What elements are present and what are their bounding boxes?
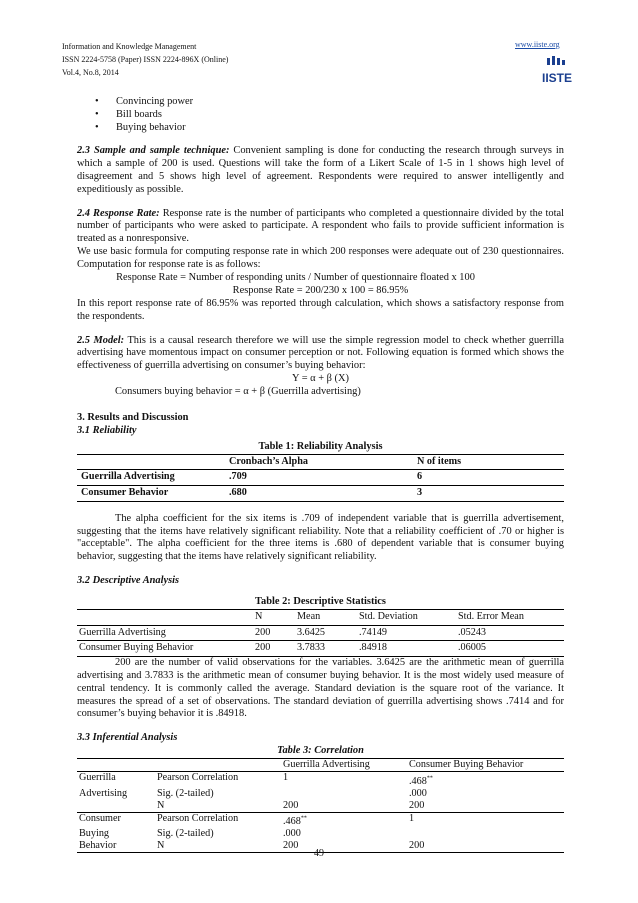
table-cell: N xyxy=(157,839,165,851)
table-cell: Consumer Behavior xyxy=(81,486,169,498)
table-header-row xyxy=(77,759,564,772)
table-cell: .06005 xyxy=(458,642,487,654)
table-cell: 1 xyxy=(409,812,415,824)
table-cell: 3.6425 xyxy=(297,626,326,638)
table-row xyxy=(77,812,564,828)
issn-line: ISSN 2224-5758 (Paper) ISSN 2224-896X (Online) xyxy=(62,55,229,64)
table-cell xyxy=(281,788,407,800)
table-header-cell: N xyxy=(255,610,263,622)
section-3-3-heading: 3.3 Inferential Analysis xyxy=(77,732,178,744)
table-cell xyxy=(407,828,564,840)
table-cell: Consumer Buying Behavior xyxy=(79,642,194,654)
table-header-cell: Mean xyxy=(297,610,321,622)
table-cell xyxy=(77,800,155,813)
table-cell: .05243 xyxy=(458,626,487,638)
descriptive-statistics-table xyxy=(77,609,564,657)
section-2-4-text: Response rate is the number of participants who completed a questionnaire divided by the total number of participants who were asked to participate. A respondent who fails to provide sufficient information is treated as a nonresponsive. xyxy=(77,207,564,245)
table-cell: .709 xyxy=(229,471,247,483)
section-2-4-text-3: In this report response rate of 86.95% was reported through calculation, which shows a satisfactory response from the respondents. xyxy=(77,297,564,322)
table-row xyxy=(77,470,564,486)
table-1-caption: Table 1: Reliability Analysis xyxy=(258,440,383,452)
journal-url-link[interactable]: www.iiste.org xyxy=(515,40,560,49)
significance-marker: ** xyxy=(426,775,433,782)
section-2-5-paragraph xyxy=(77,335,564,374)
table-cell: 200 xyxy=(409,799,425,811)
section-2-4-text-2: We use basic formula for computing response rate in which 200 responses were adequate out of 230 questionnaires. Computation for response rate is as follows: xyxy=(77,246,564,271)
table-row xyxy=(77,800,564,813)
section-2-3-heading: 2.3 Sample and sample technique: xyxy=(77,145,230,156)
model-equation-expanded: Consumers buying behavior = α + β (Guerrilla advertising) xyxy=(115,386,361,398)
table-row xyxy=(77,641,564,657)
table-cell: 200 xyxy=(255,642,271,654)
table-header-cell xyxy=(77,454,225,470)
section-2-4-heading: 2.4 Response Rate: xyxy=(77,207,160,219)
table-header-cell: Consumer Buying Behavior xyxy=(409,759,524,771)
row-group-label: Consumer xyxy=(79,812,121,824)
formula-response-rate-result: Response Rate = 200/230 x 100 = 86.95% xyxy=(232,284,409,296)
table-cell: 1 xyxy=(283,772,289,784)
reliability-table xyxy=(77,454,564,502)
correlation-value: .468** xyxy=(283,815,307,827)
significance-marker: ** xyxy=(300,815,307,822)
table-header-cell: N of items xyxy=(417,455,462,467)
table-2-caption: Table 2: Descriptive Statistics xyxy=(255,596,386,608)
table-row xyxy=(77,772,564,788)
table-cell: 6 xyxy=(417,471,423,483)
table-cell: Pearson Correlation xyxy=(157,772,239,784)
table-cell: .680 xyxy=(229,486,247,498)
table-cell: .000 xyxy=(409,787,427,799)
main-content xyxy=(77,95,564,853)
variable-bullet-list xyxy=(77,95,564,134)
table-cell: 3.7833 xyxy=(297,642,326,654)
table-header-cell xyxy=(77,759,155,772)
section-2-5-text: This is a causal research therefore we will use the simple regression model to check whether guerrilla advertising have momentous impact on consumer perception or not. Following equation is formed which shows the effectiveness of guerrilla advertising on consumer’s buying behavior: xyxy=(77,334,564,372)
correlation-table xyxy=(77,758,564,853)
table-cell xyxy=(281,812,407,828)
logo-text: IISTE xyxy=(541,71,573,85)
table-cell: 200 xyxy=(283,839,299,851)
table-cell: Sig. (2-tailed) xyxy=(157,787,214,799)
section-2-3-paragraph xyxy=(77,145,564,197)
section-2-4-paragraph xyxy=(77,208,564,247)
logo-mark xyxy=(547,56,565,65)
table-header-row xyxy=(77,454,564,470)
table-cell: Pearson Correlation xyxy=(157,812,239,824)
list-item: • Convincing power xyxy=(77,95,564,108)
row-group-label: Guerrilla xyxy=(79,772,116,784)
page-number: 49 xyxy=(314,848,324,859)
iiste-logo xyxy=(540,55,574,87)
table-header-cell xyxy=(77,609,253,625)
formula-response-rate: Response Rate = Number of responding units / Number of questionnaire floated x 100 xyxy=(116,272,475,284)
table-row xyxy=(77,828,564,840)
section-3-2-heading: 3.2 Descriptive Analysis xyxy=(77,575,180,587)
table-header-row xyxy=(77,609,564,625)
list-item: • Buying behavior xyxy=(77,121,564,134)
model-equation: Y = α + β (X) xyxy=(292,373,349,385)
table-row xyxy=(77,788,564,800)
correlation-value: .468** xyxy=(409,775,433,787)
reliability-discussion: The alpha coefficient for the six items is .709 of independent variable that is guerrilla advertisement, suggesting that the items have relatively significant reliability. Note that a reliability coefficient of .70 or higher is "acceptable". The alpha coefficient for the three items is .680 of dependent variable that is consumer buying behavior, suggesting that the items have relatively significant reliability. xyxy=(77,512,564,563)
table-header-cell: Std. Deviation xyxy=(359,610,418,622)
section-2-5-heading: 2.5 Model: xyxy=(77,334,125,346)
section-3-1-heading: 3.1 Reliability xyxy=(77,424,137,436)
section-2-3-text: Convenient sampling is done for conducting the research through surveys in which a sample of 200 is used. Questions will take the form of a Likert Scale of 1-5 in 1 shows high level of disagreement and 5 shows high level of agreement. Respondents were required to answer intelligently and expeditiously as possible. xyxy=(77,145,564,195)
row-group-label: Buying xyxy=(79,827,110,839)
table-cell: Guerrilla Advertising xyxy=(81,471,175,483)
table-cell xyxy=(407,772,564,788)
table-cell: .000 xyxy=(283,827,301,839)
table-cell: Guerrilla Advertising xyxy=(79,626,166,638)
journal-header xyxy=(62,40,228,79)
table-cell: 200 xyxy=(283,799,299,811)
table-cell: 200 xyxy=(409,839,425,851)
table-cell: Sig. (2-tailed) xyxy=(157,827,214,839)
table-3-caption: Table 3: Correlation xyxy=(277,745,364,757)
section-3-heading: 3. Results and Discussion xyxy=(77,412,189,424)
row-group-label: Advertising xyxy=(79,787,128,799)
table-header-cell: Guerrilla Advertising xyxy=(283,759,370,771)
descriptive-discussion: 200 are the number of valid observations for the variables. 3.6425 are the arithmetic mean of guerrilla advertising and 3.7833 is the arithmetic mean of consumer buying behavior. It is the most widely used measure of central tendency. It is commonly called the average. Standard deviation is the square root of the variance. It measures the spread of a set of observations. The standard deviation of guerrilla advertising shows .7414 and for consumer’s buying behavior it is .84918. xyxy=(77,656,564,720)
table-cell: 200 xyxy=(255,626,271,638)
table-cell: .84918 xyxy=(359,642,388,654)
table-header-cell: Std. Error Mean xyxy=(458,610,524,622)
table-header-cell xyxy=(155,759,281,772)
list-item: • Bill boards xyxy=(77,108,564,121)
table-header-cell: Cronbach’s Alpha xyxy=(229,455,308,467)
table-cell: N xyxy=(157,799,165,811)
volume-line: Vol.4, No.8, 2014 xyxy=(62,68,119,77)
table-cell: .74149 xyxy=(359,626,388,638)
table-cell: 3 xyxy=(417,486,423,498)
table-row xyxy=(77,485,564,501)
journal-name: Information and Knowledge Management xyxy=(62,42,197,51)
row-group-label: Behavior xyxy=(79,839,117,851)
table-row xyxy=(77,625,564,641)
